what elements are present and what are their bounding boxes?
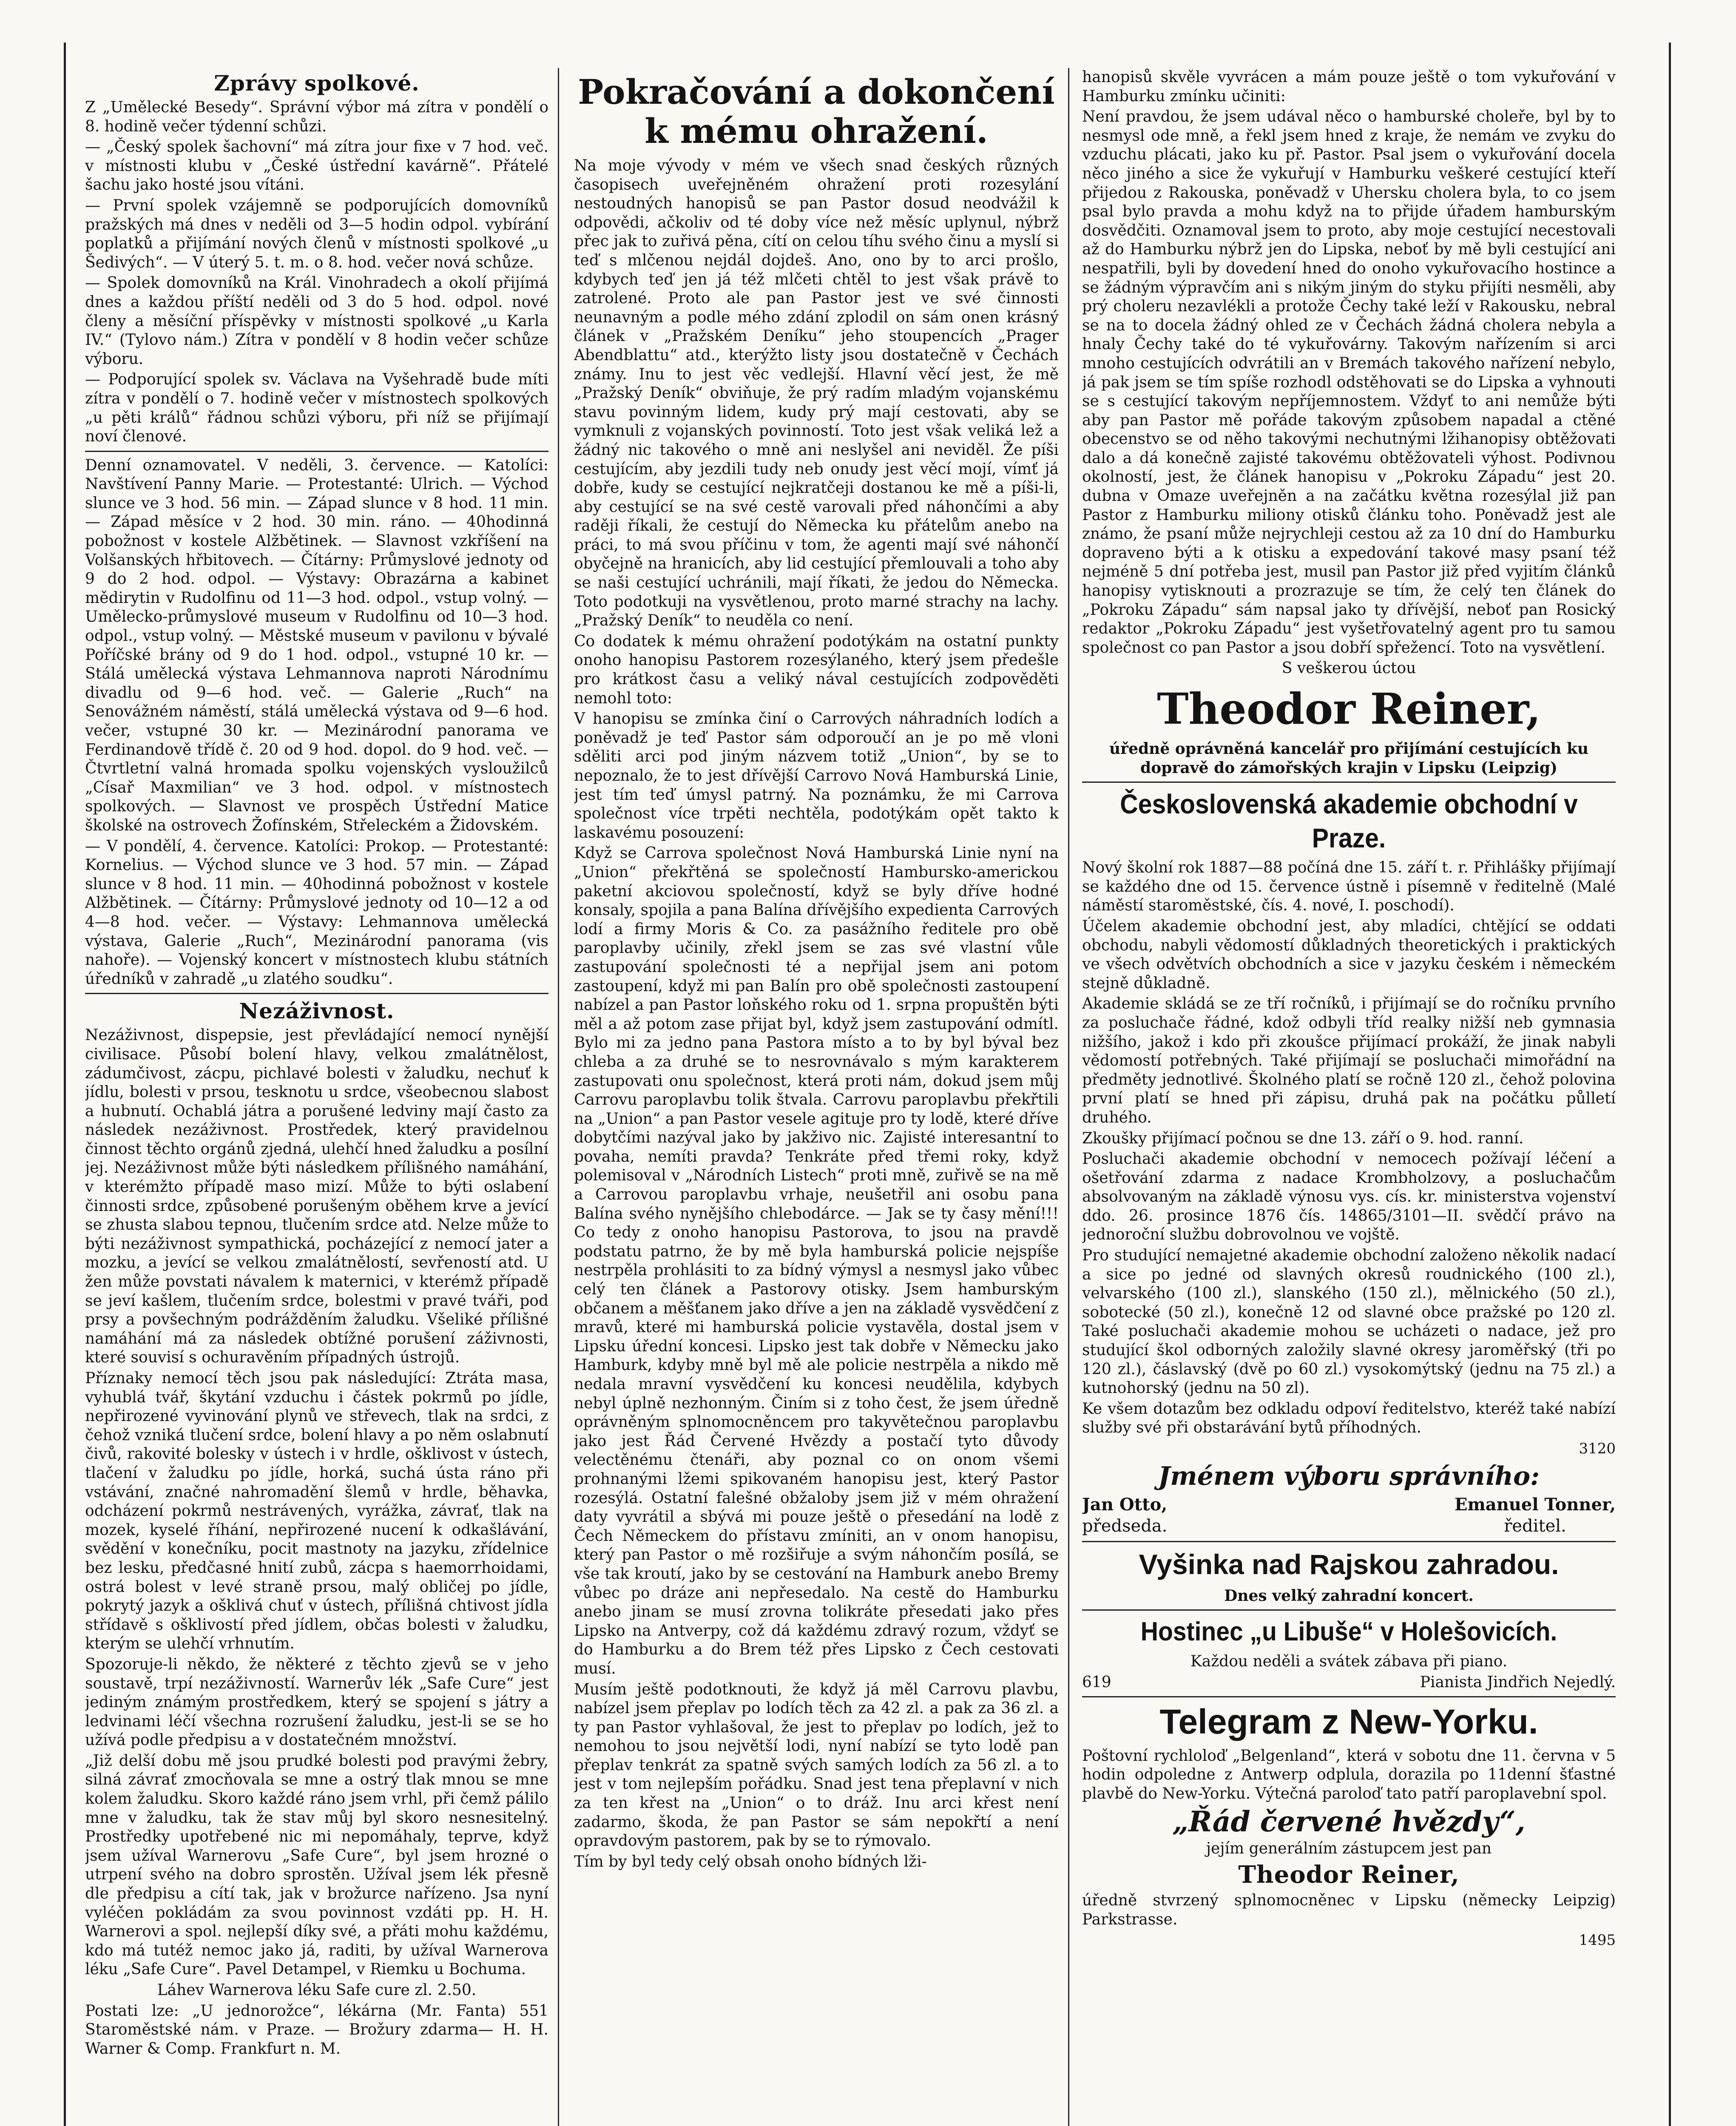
paragraph: Ke všem dotazům bez odkladu odpoví ředitelstvo, kteréž také nabízí služby své při obstarávání bytů příhodných.	[1082, 1400, 1616, 1437]
signer-name: Emanuel Tonner,	[1454, 1494, 1616, 1515]
paragraph: Zkoušky přijímací počnou se dne 13. září o 9. hod. ranní.	[1082, 1129, 1524, 1147]
ad-code: 1495	[1579, 1932, 1616, 1949]
paragraph: Poštovní rychloloď „Belgenland“, která v sobotu dne 11. června v 5 hodin odpoledne z Antwerp odplula, dorazila po 11denní šťastné plavbě do New-Yorku. Výtečná paroloď tato patří paroplavební spol.	[1082, 1747, 1616, 1802]
paragraph: úředně stvrzený splnomocněnec v Lipsku (německy Leipzig) Parkstrasse.	[1082, 1892, 1616, 1928]
paragraph: Není pravdou, že jsem udával něco o hamburské choleře, byl by to nesmysl ode mně, a řekl jsem hned z kraje, že nemám ve zvyku do vzduchu plácati, jako ku př. Pastor. Psal jsem o vykuřování docela něco jiného a sice že vykuřují v Hamburku veškeré cestující kteří přijedou z Rakouska, poněvadž v Uhersku cholera byla, to co jsem psal bylo pravda a mohu když na to přijde úřadem hamburským dosvědčiti. Oznamoval jsem to proto, aby moje cestující necestovali až do Hamburku nýbrž jen do Lipska, neboť by mě byli cestující ani nespatřili, byli by dovedení hned do onoho vykuřovacího hostince a se žádným výpravčím ani s nikým jiným do styku přijíti nesměli, aby prý choleru nezavlékli a protože Čechy také leží v Rakousku, nebral se na to docela žádný ohled ze v Čechách žádná cholera nebyla a hnaly Čechy také do té vykuřovárny. Takovým nařízením si arci mnoho cestujících odvrátili an v Bremách takového nařízení nebylo, já pak jsem se tím spíše rozhodl odstěhovati se do Lipska a vyhnouti se s cestující takovým nepříjemnostem. Vždyť to ani nemůže býti aby pan Pastor mě pořáde takovým způsobem napadal a ctěné obecenstvo se od něho takovými nechutnými lžihanopisy obtěžovati dalo a dá konečně zajisté takovému obtěžovateli výhost. Podivnou okolností, jest, že článek hanopisu v „Pokroku Západu“ jest 20. dubna v Omaze uveřejněn a na začátku května rozesýlal již pan Pastor z Hamburku miliony otisků článku toho. Poněvadž jest ale známo, že psaní může nejrychleji cestou až za 10 dní do Hamburku dopraveno býti a k otisku a expedování takové masy psaní též nejméně 5 dní potřeba jest, musil pan Pastor již před vyjitím článků hanopisy vytisknouti a prozrazuje se tím, že celý ten článek do „Pokroku Západu“ sám napsal jako ty dřívější, neboť pan Rosický redaktor „Pokroku Západu“ jest vyšetřovatelný agent pro tu samou společnost co pan Pastor a jsou dobří spřežencí. Toto na vysvětlení.	[1082, 108, 1616, 657]
column-right	[1082, 68, 1616, 2126]
divider	[1082, 782, 1616, 783]
ad-subtitle: Každou neděli a svátek zábava při piano.	[1190, 1653, 1508, 1671]
paragraph: — První spolek vzájemně se podporujících domovníků pražských má dnes v neděli od 3—5 hodin odpol. vybírání poplatků a přijímání nových členů v místnosti spolkové „u Šedivých“. — V úterý 5. t. m. o 8. hod. večer nová schůze.	[85, 196, 548, 271]
paragraph: V hanopisu se zmínka činí o Carrových náhradních lodích a poněvadž je teď Pastor sám odporoučí an je po mě vloni sděliti arci pod jiným názvem totiž „Union“, by se to nepoznalo, že to jest dřívější Carrovo Nová Hamburská Linie, jest tím teď úmysl patrný. Na poznámku, že mi Carrova společnost více trpěti nechtěla, podotýkám opět takto k laskavému posouzení:	[574, 710, 1059, 841]
ad-title-vysinka: Vyšinka nad Rajskou zahradou.	[1139, 1548, 1559, 1580]
paragraph: S veškerou úctou	[1281, 659, 1416, 677]
paragraph: Co dodatek k mému ohražení podotýkám na ostatní punkty onoho hanopisu Pastorem rozesýlaného, který jsem předešle pro krátkost času a veliký nával cestujících zodpověděti nemohl toto:	[574, 632, 1059, 707]
ad-title-telegram: Telegram z New-Yorku.	[1159, 1702, 1538, 1741]
column-rule	[1068, 68, 1069, 2126]
signer-role: předseda.	[1082, 1516, 1168, 1536]
paragraph: Tím by byl tedy celý obsah onoho bídných lži-	[574, 1853, 927, 1870]
signature-left	[1082, 1494, 1167, 1537]
divider	[1082, 1541, 1616, 1542]
paragraph: Příznaky nemocí těch jsou pak následující: Ztráta masa, vyhublá tvář, škytání vzduchu i částek pokrmů po jídle, nepřirozené vyvinování plynů ve střevech, tlak na srdci, z čehož vzniká tlučení srdce, bolení hlavy a po něm oslabnutí čivů, rakovité bolesky v ústech i v hrdle, ošklivost v ústech, tlačení v žaludku po jídle, horká, suchá ústa ráno při vstávání, značné nahromadění šlemů v hrdle, běhavka, odcházení pokrmů nestrávených, vyrážka, závrať, tlak na mozek, kyselé říhání, nepřirozené nucení k odkašlávání, svědění v konečníku, pocit mastnoty na jazyku, zřídelnice bez lesku, předčasné hnití zubů, zácpa s haemorrhoidami, ostrá bolest v levé straně prsou, malý obličej po jídle, pokrytý jazyk a ošklivá chuť v ústech, přílišná chtivost jídla střídavě s ošklivostí před jídlem, občas bolesti v žaludku, kterým se ulehčí vrhnutím.	[85, 1370, 548, 1653]
paragraph: Akademie skládá se ze tří ročníků, i přijímají se do ročníku prvního za posluchače řádné, kdož odbyli tříd realky nižší neb gymnasia nižšího, jakož i kdo při zkoušce přijímací prokáží, že jinak nabyli vědomostí potřebných. Také přijímají se posluchači mimořádní na předměty jednotlivé. Školného platí se ročně 120 zl., čehož polovina první platí se hned při zápisu, druhá pak na počátku půlletí druhého.	[1082, 995, 1616, 1126]
divider	[1082, 1696, 1616, 1697]
paragraph: — Spolek domovníků na Král. Vinohradech a okolí přijímá dnes a každou příští neděli od 3 do 5 hod. odpol. nové členy a měsíční příspěvky v místnosti spolkové „u Karla IV.“ (Tylovo nám.) Zítra v pondělí v 8 hodin večer schůze výboru.	[85, 274, 548, 368]
paragraph: „Již delší dobu mě jsou prudké bolesti pod pravými žebry, silná závrať zmocňovala se mne a ostrý tlak mnou se mne kolem žaludku. Skoro každé ráno jsem vrhl, při čemž pálilo mne v žaludku, tak že stav můj byl skoro nesnesitelný. Prostředky upotřebené nic mi nepomáhaly, teprve, když jsem užíval Warnerovu „Safe Cure“, byl jsem hrozné o utrpení svého na dobro sprostěn. Užíval jsem lék přesně dle předpisu a cítí tak, jak v brožurce nařízeno. Jsa nyní vyléčen pokládám za svou povinnost vzdáti pp. H. H. Warnerovi a spol. nejlepší díky své, a přáti mohu každému, kdo má tutéž nemoc jako já, raditi, by užíval Warnerova léku „Safe Cure“. Pavel Detampel, v Riemku u Bochuma.	[85, 1752, 548, 1978]
section-title-zpravy: Zprávy spolkové.	[214, 71, 420, 96]
paragraph: Účelem akademie obchodní jest, aby mladíci, chtějící se oddati obchodu, nabyli vědomostí důkladných theoretických i praktických ve všech odvětvích obchodních a sice v jazyku českém i německém stejně důkladně.	[1082, 917, 1616, 992]
ad-code: 3120	[1579, 1440, 1616, 1457]
ad-title-akademie: Československá akademie obchodní v Praze.	[1120, 789, 1578, 854]
signature-subtitle: úředně oprávněná kancelář pro přijímání cestujících ku dopravě do zámořských krajin v Lipsku (Leipzig)	[1109, 740, 1589, 777]
paragraph: hanopisů skvěle vyvrácen a mám pouze ještě o tom vykuřování v Hamburku zmínku učiniti:	[1082, 68, 1616, 105]
paragraph: Když se Carrova společnost Nová Hamburská Linie nyní na „Union“ překřtěná se společností Hambursko-americkou paketní akciovou společností, když se byly dříve hodné konsaly, spojila a pana Balína dřívějšího expedienta Carrových lodí a firmy Moris & Co. za pasážního ředitele pro obě paroplavby učinily, zřekl jsem se zas své vlastní vůle zastupování společnosti té a nepřijal jsem ani potom zastoupení, když mi pan Balín pro obě společnosti zastoupení nabízel a pan Pastor loňského roku od 1. srpna propuštěn býti měl a až potom zase přijat byl, když jsem zastupování odmítl. Bylo mi za jedno pana Pastora místo a to by byl býval bez chleba a za druhé se to nesrovnávalo s mým karakterem zastupovati onu společnost, která proti nám, dokud jsem můj Carrovu paroplavbu tolik štvala. Carrovu paroplavbu překřtili na „Union“ a pan Pastor vesele agituje pro ty lodě, které dříve dobytčími nazýval jako by jakživo nic. Zajisté interesantní to povaha, nemíti pravda? Tenkráte před třemi roky, když polemisoval v „Národních Listech“ proti mně, zuřivě se na mě a Carrovou paroplavbu vrhaje, neušetřil ani osobu pana Balína svého nynějšího chlebodárce. — Jak se ty časy mění!!! Co tedy z onoho hanopisu Pastorova, to jsou na pravdě podstatu patrno, že by mě byla hamburská policie nejspíše nestrpěla prohlásiti to za bídný výmysl a nesmysl jako vůbec celý ten článek a Pastorovy otisky. Jsem hamburským občanem a měšťanem jako dříve a jen na základě vysvědčení z mravů, které mi hamburská policie vystavěla, dostal jsem v Lipsku úřední koncesi. Lipsko jest tak dobře v Německu jako Hamburk, kdyby mně byl mě ale policie nestrpěla a nikdo mě nedala mravní vysvědčení ku koncesi neudělila, kdybych nebyl úplně nezhonným. Činím si z toho čest, že jsem úředně oprávněným splnomocněncem pro takyvětečnou paroplavbu jako jest Řád Červené Hvězdy a postačí tyto důvody velectěnému čtenáři, aby poznal co on onom všemi prohnanými lžemi spikovaném hanopisu jest, který Pastor rozesýlá. Ostatní falešné obžaloby jsem již v mém ohražení daty vyvrátil a sbývá mi pouze ještě o přesedání na lodě z Čech Německem do přístavu zmíniti, an v onom hanopisu, který pan Pastor o mě rozšiřuje a svým náhončím posílá, se vše tak kroutí, jako by se cestování na Hamburk anebo Bremy vůbec po dráze ani nepřesedalo. Na cestě do Hamburku anebo jinam se musí zrovna tolikráte přesedati jako přes Lipsko na Antverpy, což dá každému zdravý rozum, vždyť se do Hamburku a do Brem též přes Lipsko z Čech cestovati musí.	[574, 844, 1059, 1677]
agent-name: Theodor Reiner,	[1238, 1861, 1460, 1889]
ad-title-hostinec: Hostinec „u Libuše“ v Holešovicích.	[1140, 1617, 1557, 1647]
divider	[1082, 1609, 1616, 1611]
signer-name: Jan Otto,	[1082, 1494, 1168, 1515]
paragraph: Musím ještě podotknouti, že když já měl Carrovu plavbu, nabízel jsem přeplav po lodích těch za 42 zl. a pak za 36 zl. a ty pan Pastor vyhlašoval, že jest to přeplav po lodích, jež to nemohou to jsou největší lodi, nyní nabízí se tyto lodě pan přeplav tenkrát za spatně svých samých lodích za 56 zl. a to jest v tom nejlepším pořádku. Snad jest tena přeplavní v nich za ten křest na „Union“ o to dráž. Inu arci křest není zadarmo, škoda, že pan Pastor se sám nepokřtí a není opravdovým pastorem, pak by se to rýmovalo.	[574, 1680, 1059, 1850]
ad-subtitle: Dnes velký zahradní koncert.	[1224, 1586, 1474, 1605]
committee-heading: Jménem výboru správního:	[1158, 1461, 1540, 1491]
paragraph: Nezáživnost, dispepsie, jest převládající nemocí nynější civilisace. Působí bolení hlavy, velkou zmalátnělost, zádumčivost, zácpu, pichlavé bolesti v žaludku, nechuť k jídlu, bolesti v prsou, tesknotu u srdce, všeobecnou slabost a hubnutí. Ochablá játra a porušené ledviny mají často za následek nezáživnost. Prostředek, který pravidelnou činnost těchto orgánů zjedná, ulehčí hned žaludku a posílní jej. Nezáživnost může býti následkem přílišného namáhání, v kterémžto případě maso mizí. Může to býti oslabení činnosti srdce, způsobené porušeným oběhem krve a jevící se zhusta slabou tepnou, tlučením srdce atd. Nelze může to býti nezáživnost sympathická, pocházející z nemocí jater a mozku, a jevící se velkou zmalátnělostí, sevřeností atd. U žen může povstati návalem k maternici, v kterémž případě se jeví kašlem, tlučením srdce, bolestmi v pravé tváři, pod prsy a povšechným podrážděním žaludku. Všeliké přílišné namáhání má za následek obtížné porušení záživnosti, které souvisí s ochuravěním případných ústrojů.	[85, 1026, 548, 1367]
column-left	[85, 68, 548, 2126]
paragraph: Spozoruje-li někdo, že některé z těchto zjevů se v jeho soustavě, trpí nezáživností. Warnerův lék „Safe Cure“ jest jediným známým prostředkem, který se spojení s játry a ledvinami léčí všechna rozrušení žaludku, jest-li se se ho užívá podle předpisu a v dostatečném množství.	[85, 1655, 548, 1749]
committee-signatures	[1082, 1494, 1616, 1537]
paragraph: — Podporující spolek sv. Václava na Vyšehradě bude míti zítra v pondělí o 7. hodině večer v místnostech spolkových „u pěti králů“ řádnou schůzi výboru, při níž se přijímají noví členové.	[85, 371, 548, 446]
signer-role: ředitel.	[1504, 1516, 1566, 1536]
ad-code: 619	[1082, 1673, 1111, 1691]
paragraph: — „Český spolek šachovní“ má zítra jour fixe v 7 hod. več. v místnosti klubu v „České ústřední kavárně“. Přátelé šachu jako hosté jsou vítáni.	[85, 138, 548, 194]
ship-name: „Řád červené hvězdy“,	[1172, 1805, 1526, 1838]
signature-name: Theodor Reiner,	[1157, 684, 1541, 734]
hostinec-footer	[1082, 1673, 1616, 1692]
paragraph: Denní oznamovatel. V neděli, 3. července. — Katolíci: Navštívení Panny Marie. — Protestanté: Ulrich. — Východ slunce ve 3 hod. 56 min. — Západ slunce v 8 hod. 11 min. — Západ měsíce v 2 hod. 30 min. ráno. — 40hodinná pobožnost v kostele Alžbětinek. — Slavnost vzkříšení na Volšanských hřbitovech. — Čítárny: Průmyslové jednoty od 9 do 2 hod. odpol. — Výstavy: Obrazárna a kabinet mědirytin v Rudolfinu od 11—3 hod. odpol., vstup volný. — Umělecko-průmyslové museum v Rudolfinu od 10—3 hod. odpol., vstup volný. — Městské museum v pavilonu v bývalé Poříčské brány od 9 do 1 hod. odpol., vstupné 10 kr. — Stálá umělecká výstava Lehmannova naproti Národnímu divadlu od 9—6 hod. več. — Galerie „Ruch“ na Senovážném náměstí, stálá umělecká výstava od 9—6 hod. večer, vstupné 30 kr. — Mezinárodní panorama ve Ferdinandově třídě č. 20 od 9 hod. dopol. do 9 hod. več. — Čtvrtletní valná hromada spolku vojenských vysloužilců „Císař Maxmilian“ ve 3 hod. odpol. v místnostech spolkových. — Slavnost ve prospěch Ústřední Matice školské na ostrovech Žofínském, Střeleckém a Židovském.	[85, 456, 548, 834]
paragraph: Postati lze: „U jednorožce“, lékárna (Mr. Fanta) 551 Staroměstské nám. v Praze. — Brožury zdarma— H. H. Warner & Comp. Frankfurt n. M.	[85, 2002, 548, 2058]
paragraph: Láhev Warnerova léku Safe cure zl. 2.50.	[157, 1981, 477, 1999]
article-title: Pokračování a dokončení k mému ohražení.	[578, 72, 1055, 151]
paragraph: Nový školní rok 1887—88 počíná dne 15. září t. r. Přihlášky přijímají se každého dne od 15. července ústně i písemně v ředitelně (Malé náměstí staroměstské, čís. 4. nové, I. poschodí).	[1082, 859, 1616, 915]
paragraph: — V pondělí, 4. července. Katolíci: Prokop. — Protestanté: Kornelius. — Východ slunce ve 3 hod. 57 min. — Západ slunce v 8 hod. 11 min. — 40hodinná pobožnost v kostele Alžbětinek. — Čítárny: Průmyslové jednoty od 10—12 a od 4—8 hod. večer. — Výstavy: Lehmannova umělecká výstava, Galerie „Ruch“, Mezinárodní panorama (vis nahoře). — Vojenský koncert v místnostech klubu státních úředníků v zahradě „u zlatého soudku“.	[85, 837, 548, 988]
signature-right	[1455, 1494, 1616, 1537]
divider	[85, 993, 548, 994]
paragraph: Posluchači akademie obchodní v nemocech požívají léčení a ošetřování zdarma z nadace Krombholzovy, a posluchačům absolvovaným na základě výnosu vys. cís. kr. ministerstva vojenství ddo. 26. prosince 1876 čís. 14865/3101—II. svědčí právo na jednoroční službu dobrovolnou ve vojště.	[1082, 1150, 1616, 1244]
divider	[85, 451, 548, 452]
section-title-nezazivnost: Nezáživnost.	[239, 998, 395, 1024]
paragraph: Z „Umělecké Besedy“. Správní výbor má zítra v pondělí o 8. hodině večer týdenní schůzi.	[85, 99, 548, 135]
pianist: Pianista Jindřich Nejedlý.	[1420, 1673, 1616, 1691]
paragraph: jejím generálním zástupcem jest pan	[1206, 1839, 1492, 1857]
column-rule	[558, 68, 559, 2126]
column-middle	[574, 68, 1059, 2126]
paragraph: Na moje vývody v mém ve všech snad českých různých časopisech uveřejněném ohražení proti rozesylání nestoudných hanopisů se pan Pastor dosud neodvážil k odpovědi, ačkoliv od té doby více než měsíc uplynul, nýbrž přec jak to zuřivá pěna, cítí on celou tíhu svého činu a myslí si teď s mlčenou nejdál dojdeš. Ano, ono by to arci prošlo, kdybych teď jen já též mlčeti chtěl to jest však právě to zatrolené. Proto ale pan Pastor jest ve své činnosti neunavným a podle mého zdání zplodil on sám onen krásný článek v „Pražském Deníku“ jeho stoupencích „Prager Abendblattu“ atd., kterýžto listy jsou dostatečně v Čechách známy. Inu to jest věc vedlejší. Hlavní věcí jest, že mě „Pražský Deník“ obviňuje, že prý radím mladým vojanskému stavu povinným lidem, kudy prý mají cestovati, aby se vymknuli z vojanských povinností. Toto jest však veliká lež a žádný nic takového o mně ani neslyšel ani neviděl. Že píši cestujícím, aby jezdili tudy neb onudy jest věcí mojí, vímť já dobře, kudy se cestující nejkratčeji dostanou ke mě a píši-li, aby cestující se na své cestě varovali před náhončími a aby raději říkali, že cestují do Německa ku přátelům anebo na práci, to má svou příčinu v tom, že agenti mají své náhončí obyčejně na hranicích, aby lid cestující přemlouvali a toho aby se naši cestující uchránili, mají říkati, že jedou do Německa. Toto podotkuji na vysvětlenou, proto marné strachy na lachy. „Pražský Deník“ to neuděla co není.	[574, 157, 1059, 630]
paragraph: Pro studující nemajetné akademie obchodní založeno několik nadací a sice po jedné od slavných okresů roudnického (100 zl.), velvarského (100 zl.), slanského (150 zl.), mělnického (50 zl.), sobotecké (50 zl.), konečně 12 od slavné obce pražské po 120 zl. Také posluchači akademie mohou se ucházeti o nadace, jež pro studující škol odborných založily slavné okresy jaroměřský (tři po 120 zl.), čáslavský (dvě po 60 zl.) vysokomýtský (jednu na 75 zl.) a kutnohorský (jednu na 50 zl).	[1082, 1247, 1616, 1397]
